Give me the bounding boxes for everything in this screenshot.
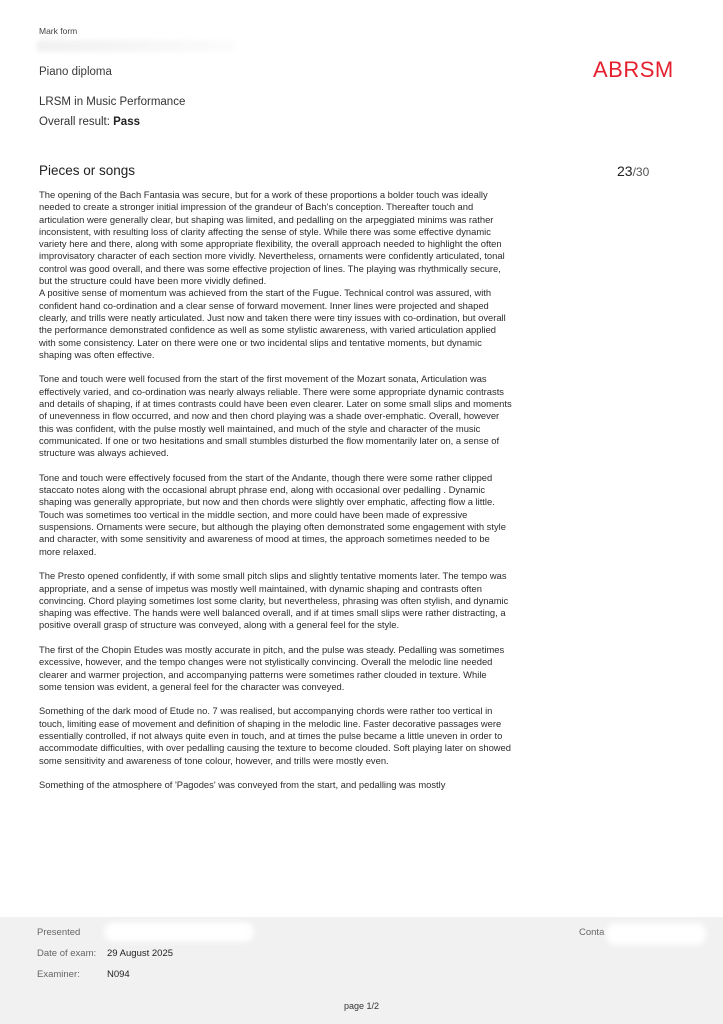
redacted-candidate-name — [36, 40, 236, 52]
comment-paragraph: Something of the atmosphere of 'Pagodes' was conveyed from the start, and pedalling was mostly — [39, 779, 446, 791]
presented-label: Presented — [37, 927, 81, 938]
comment-paragraph: Something of the dark mood of Etude no. 7 was realised, but accompanying chords were rather too vertical in touch, limiting ease of movement and definition of shaping in the melodic line. Faster decorative passages were essentially controlled, if not always quite even in touch, and at times the pulse became a little uneven in order to accommodate difficulties, with over pedalling causing the texture to become clouded. Soft playing later on showed some sensitivity and awareness of tone colour, however, and trills were mostly even. — [39, 705, 511, 766]
comment-paragraph: The opening of the Bach Fantasia was secure, but for a work of these proportions a bolder touch was ideally needed to create a stronger initial impression of the grandeur of Bach's conception. Thereafter touch and articulation were generally clear, but shaping was limited, and pedalling on the arpeggiated minims was rather inconsistent, with resulting loss of clarity affecting the sense of style. While there was some effective dynamic variety here and there, along with some appropriate flexibility, the overall approach needed to highlight the often improvisatory character of each section more vividly. Nevertheless, ornaments were confidently articulated, tonal control was good overall, and there was some effective projection of lines. The playing was rhythmically secure, but the structure could have been more vividly defined. — [39, 189, 505, 287]
qualification-title: LRSM in Music Performance — [39, 96, 186, 108]
comment-paragraph: The first of the Chopin Etudes was mostly accurate in pitch, and the pulse was steady. Pedalling was sometimes excessive, however, and the tempo changes were not stylistically convincing. Overall the melodic line needed clearer and warmer projection, and accompanying patterns were sometimes rather clouded in texture. While some tension was evident, a general feel for the character was conveyed. — [39, 643, 505, 692]
score-total: /30 — [632, 165, 650, 179]
exam-date-value: 29 August 2025 — [107, 948, 174, 959]
examiner-comments — [39, 189, 512, 804]
examiner-label: Examiner: — [37, 969, 80, 980]
section-score — [617, 163, 649, 179]
score-value: 23 — [617, 163, 633, 179]
comment-paragraph: A positive sense of momentum was achieved from the start of the Fugue. Technical control was assured, with confident hand co-ordination and a clear sense of forward movement. Inner lines were projected and shaped clearly, and trills were neatly articulated. Just now and taken there were tiny issues with co-ordination, but overall the performance demonstrated confidence as well as some stylistic awareness, with varied articulation applied with some consistency. Later on there were one or two incidental slips and tentative moments, but dynamic shaping was often effective. — [39, 287, 506, 360]
redacted-contact-info — [606, 923, 706, 945]
comment-paragraph: Tone and touch were well focused from the start of the first movement of the Mozart sonata, Articulation was effectively varied, and co-ordination was nearly always reliable. There were some appropriate dynamic contrasts and details of shaping, if at times contrasts could have been even clearer. Later on some small slips and moments of unevenness in flow occurred, and now and then chord playing was a shade over-emphatic. Overall, however this was confident, with the pulse mostly well maintained, and much of the style and character of the music communicated. If one or two hesitations and small stumbles disturbed the flow momentarily later on, a sense of structure was always achieved. — [39, 373, 512, 459]
document-type-label: Mark form — [39, 26, 78, 36]
comment-paragraph: Tone and touch were effectively focused from the start of the Andante, though there were some rather clipped staccato notes along with the occasional abrupt phrase end, along with occasional over pedalling . Dynamic shaping was generally appropriate, but now and then chords were slightly over emphatic, affecting flow a little. Touch was sometimes too vertical in the middle section, and more could have been made of expressive suspensions. Ornaments were secure, but although the playing often demonstrated some engagement with style and character, with some sensitivity and awareness of mood at times, the approach sometimes needed to be more relaxed. — [39, 471, 506, 557]
abrsm-logo: ABRSM — [593, 57, 674, 82]
exam-date-label: Date of exam: — [37, 948, 97, 959]
overall-result-value: Pass — [113, 116, 140, 128]
examiner-id: N094 — [107, 969, 130, 980]
comment-paragraph: The Presto opened confidently, if with some small pitch slips and slightly tentative moments later. The tempo was appropriate, and a sense of impetus was mostly well maintained, with dynamic shaping and contrasts often convincing. Chord playing sometimes lost some clarity, but nevertheless, phrasing was often stylish, and dynamic shaping was effective. The hands were well balanced overall, and if at times small slips were rather distracting, a positive overall grasp of structure was conveyed, along with a general feel for the style. — [39, 570, 509, 631]
overall-result-label: Overall result: — [39, 116, 110, 128]
redacted-candidate-info — [104, 922, 254, 942]
diploma-subject: Piano diploma — [39, 66, 112, 78]
overall-result — [39, 116, 140, 128]
section-title: Pieces or songs — [39, 163, 136, 178]
page-number: page 1/2 — [343, 1001, 380, 1011]
contact-label: Conta — [579, 927, 605, 938]
